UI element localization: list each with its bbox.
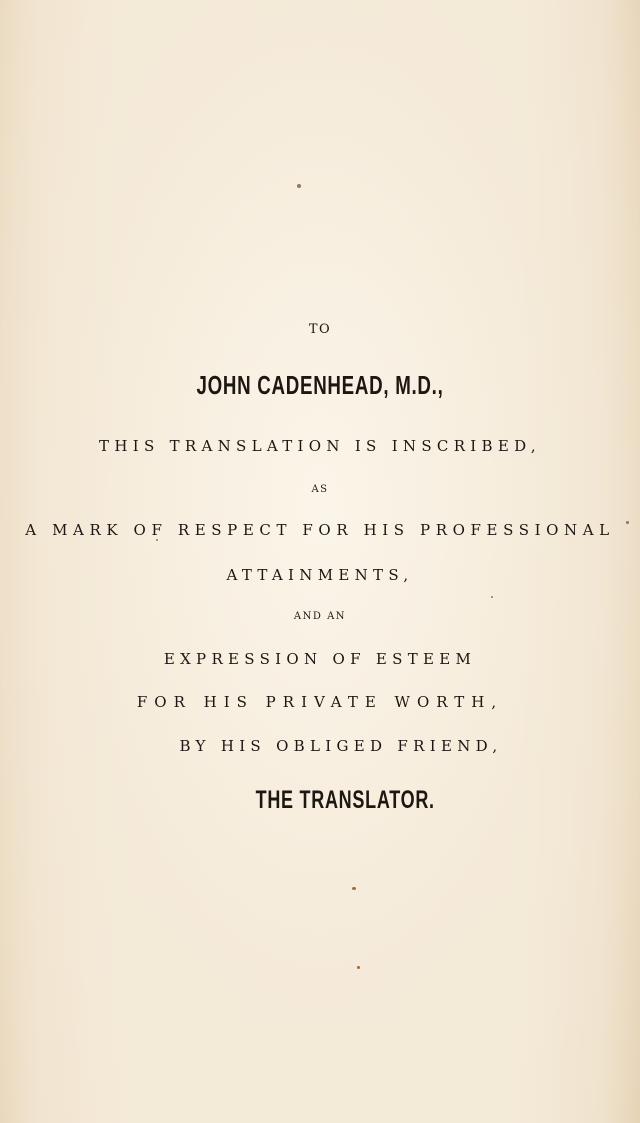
paper-speck	[357, 966, 360, 969]
dedication-line-friend: BY HIS OBLIGED FRIEND,	[179, 737, 503, 755]
dedication-line-respect: A MARK OF RESPECT FOR HIS PROFESSIONAL	[25, 521, 615, 539]
dedication-line-worth: FOR HIS PRIVATE WORTH,	[136, 693, 504, 711]
paper-speck	[491, 596, 493, 598]
paper-speck	[352, 887, 356, 890]
dedication-to: TO	[308, 322, 332, 337]
paper-speck	[297, 184, 301, 188]
paper-speck	[626, 521, 629, 524]
paper-speck	[156, 539, 158, 541]
dedication-as: AS	[311, 484, 329, 495]
dedication-and-an: AND AN	[293, 611, 347, 622]
dedication-line-inscribed: THIS TRANSLATION IS INSCRIBED,	[99, 437, 541, 455]
dedication-line-attainments: ATTAINMENTS,	[226, 566, 414, 584]
dedication-line-esteem: EXPRESSION OF ESTEEM	[163, 650, 477, 668]
dedicatee-name: JOHN CADENHEAD, M.D.,	[196, 370, 444, 400]
translator-signature: THE TRANSLATOR.	[255, 786, 435, 814]
